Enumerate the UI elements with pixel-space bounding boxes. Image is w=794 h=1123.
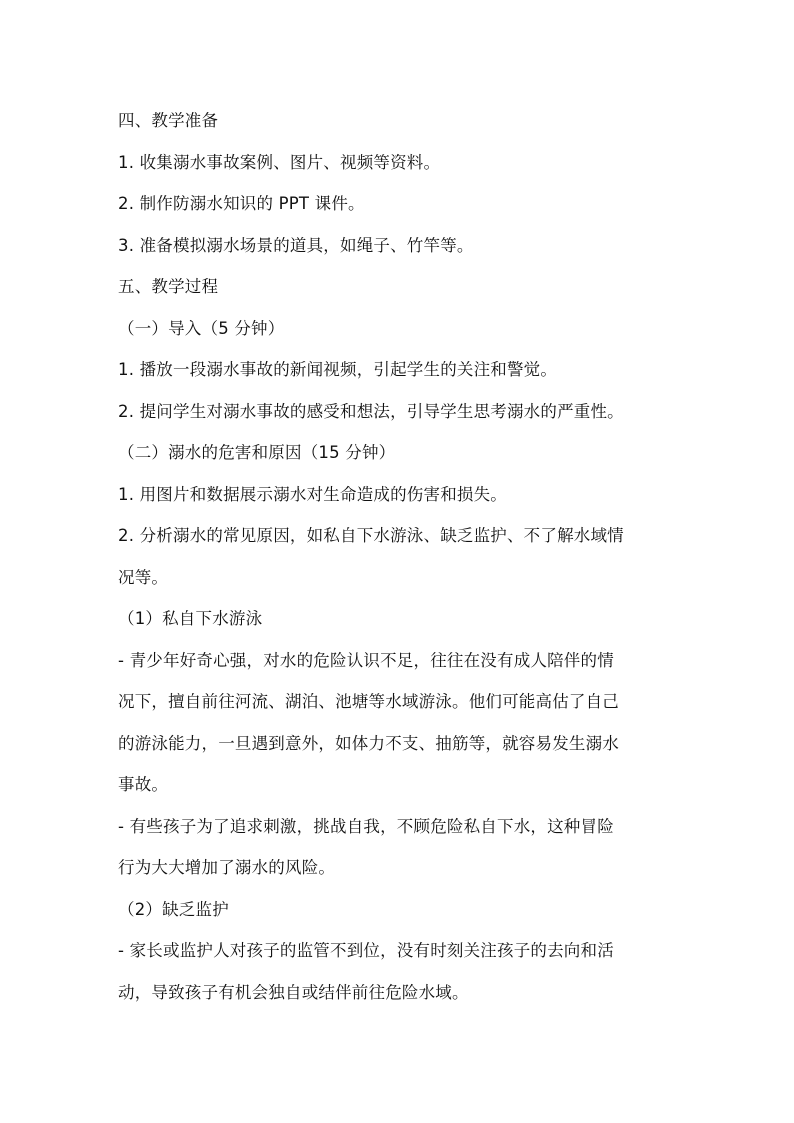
paragraph-line: 1. 收集溺水事故案例、图片、视频等资料。 — [118, 152, 441, 172]
subsection-heading: （一）导入（5 分钟） — [118, 318, 285, 338]
paragraph-line: 3. 准备模拟溺水场景的道具，如绳子、竹竿等。 — [118, 235, 474, 255]
paragraph-line: 的游泳能力，一旦遇到意外，如体力不支、抽筋等，就容易发生溺水 — [118, 733, 619, 753]
item-heading: （1）私自下水游泳 — [118, 609, 263, 628]
paragraph-line: - 有些孩子为了追求刺激，挑战自我，不顾危险私自下水，这种冒险 — [118, 816, 614, 836]
subsection-heading: （二）溺水的危害和原因（15 分钟） — [118, 443, 396, 462]
section-heading: 四、教学准备 — [118, 111, 219, 130]
paragraph-line: 1. 用图片和数据展示溺水对生命造成的伤害和损失。 — [118, 484, 507, 504]
paragraph-line: - 家长或监护人对孩子的监管不到位，没有时刻关注孩子的去向和活 — [118, 941, 614, 960]
paragraph-line: 事故。 — [118, 775, 169, 794]
paragraph-line: 况等。 — [118, 567, 169, 587]
paragraph-line: 2. 提问学生对溺水事故的感受和想法，引导学生思考溺水的严重性。 — [118, 401, 624, 421]
document-body — [118, 100, 688, 1013]
paragraph-line: 1. 播放一段溺水事故的新闻视频，引起学生的关注和警觉。 — [118, 360, 558, 379]
paragraph-line: 况下，擅自前往河流、湖泊、池塘等水域游泳。他们可能高估了自己 — [118, 692, 619, 711]
section-heading: 五、教学过程 — [118, 277, 219, 296]
paragraph-line: 行为大大增加了溺水的风险。 — [118, 858, 336, 877]
paragraph-line: 2. 分析溺水的常见原因，如私自下水游泳、缺乏监护、不了解水域情 — [118, 526, 624, 545]
item-heading: （2）缺乏监护 — [118, 899, 229, 919]
paragraph-line: - 青少年好奇心强，对水的危险认识不足，往往在没有成人陪伴的情 — [118, 650, 614, 670]
paragraph-line: 2. 制作防溺水知识的 PPT 课件。 — [118, 194, 365, 213]
paragraph-line: 动，导致孩子有机会独自或结伴前往危险水域。 — [118, 982, 469, 1002]
